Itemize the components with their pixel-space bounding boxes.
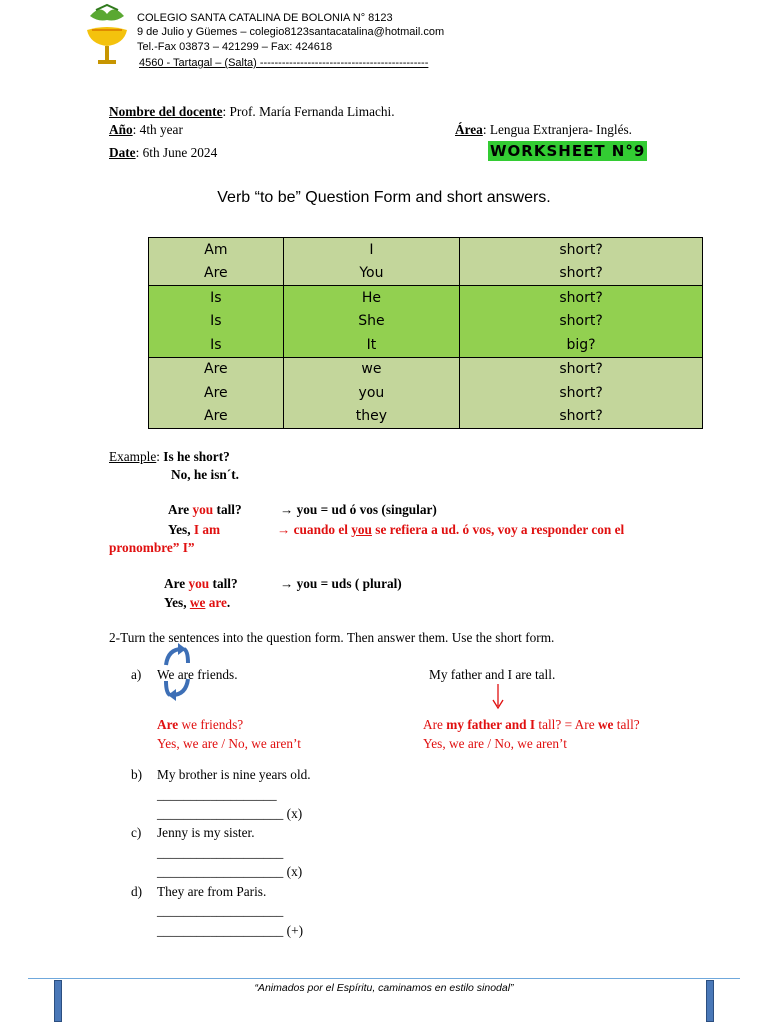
item-a-right-we: we bbox=[597, 717, 614, 732]
item-a-answer-rest: we friends? bbox=[178, 717, 244, 732]
example-a3-pre: Yes, bbox=[164, 595, 190, 610]
item-a-rest: are friends. bbox=[174, 667, 238, 682]
item-d-label: d) bbox=[131, 884, 143, 899]
table-row bbox=[149, 238, 703, 262]
example-a2-red: I am bbox=[193, 522, 221, 537]
table-cell: Am bbox=[149, 238, 284, 262]
footer-divider bbox=[28, 978, 740, 979]
item-d-answer-line-2[interactable]: ___________________ (+) bbox=[157, 923, 303, 938]
table-row bbox=[149, 333, 703, 357]
table-cell: Is bbox=[149, 333, 284, 357]
table-cell: Are bbox=[149, 405, 284, 429]
example-q1: Is he short? bbox=[163, 449, 230, 464]
date-label: Date bbox=[109, 145, 136, 160]
item-d-text: They are from Paris. bbox=[157, 884, 267, 899]
example-q3-you: you bbox=[188, 576, 210, 591]
example-label: Example bbox=[109, 449, 157, 464]
item-c-label: c) bbox=[131, 825, 142, 840]
date-value: : 6th June 2024 bbox=[135, 145, 218, 160]
school-name: COLEGIO SANTA CATALINA DE BOLONIA N° 8123 bbox=[137, 12, 393, 24]
table-row bbox=[149, 310, 703, 334]
item-c-answer-line-1[interactable]: ___________________ bbox=[157, 845, 284, 860]
table-cell: short? bbox=[460, 405, 703, 429]
table-cell: Are bbox=[149, 381, 284, 405]
school-address: 9 de Julio y Güemes – colegio8123santacatalina@hotmail.com bbox=[137, 26, 445, 38]
school-city: 4560 - Tartagal – (Salta) ---------------------------------------------- bbox=[139, 57, 429, 69]
table-row bbox=[149, 286, 703, 310]
example-a2-pre: Yes, bbox=[168, 522, 194, 537]
example-a2-note bbox=[277, 522, 624, 538]
example-a2-note-line2: pronombre” I” bbox=[109, 540, 195, 555]
example-a2-note-pre: → cuando el bbox=[277, 522, 352, 537]
exercise-instruction: 2-Turn the sentences into the question form. Then answer them. Use the short form. bbox=[109, 630, 555, 645]
example-a2 bbox=[168, 522, 220, 538]
item-c-answer-line-2[interactable]: ___________________ (x) bbox=[157, 864, 303, 879]
school-logo-icon bbox=[82, 2, 132, 68]
item-a-right-mid: tall? = Are bbox=[535, 717, 598, 732]
table-row bbox=[149, 381, 703, 405]
table-row bbox=[149, 405, 703, 429]
item-a-right: My father and I are tall. bbox=[429, 667, 556, 682]
teacher-value: : Prof. María Fernanda Limachi. bbox=[222, 104, 395, 119]
year-value: : 4th year bbox=[132, 122, 183, 137]
item-b-label: b) bbox=[131, 767, 143, 782]
year-label: Año bbox=[109, 122, 133, 137]
example-a2-note-post: se refiera a ud. ó vos, voy a responder con el bbox=[371, 522, 625, 537]
item-a-right-answer-q bbox=[423, 717, 640, 733]
item-a-answer-q bbox=[157, 717, 243, 733]
item-a-right-are: Are bbox=[423, 717, 447, 732]
table-cell: you bbox=[283, 381, 459, 405]
example-a3-we: we bbox=[189, 595, 206, 610]
table-cell: Is bbox=[149, 286, 284, 310]
example-line-1: Example: Is he short? bbox=[109, 449, 230, 464]
example-q3 bbox=[164, 576, 238, 592]
item-a-text bbox=[157, 667, 238, 683]
item-d-answer-line-1[interactable]: ___________________ bbox=[157, 903, 284, 918]
example-a3-are: are bbox=[205, 595, 227, 610]
table-cell: It bbox=[283, 333, 459, 357]
table-cell: short? bbox=[460, 262, 703, 286]
date-line bbox=[109, 145, 217, 161]
worksheet-badge: WORKSHEET N°9 bbox=[490, 142, 646, 160]
area-value: : Lengua Extranjera- Inglés. bbox=[482, 122, 632, 137]
table-row bbox=[149, 357, 703, 381]
example-q2-pre: Are bbox=[168, 502, 193, 517]
verb-table bbox=[148, 237, 703, 429]
item-a-right-bold: my father and I bbox=[446, 717, 536, 732]
item-a-we: We bbox=[157, 667, 175, 682]
example-a2-note-you: you bbox=[351, 522, 372, 537]
item-c-text: Jenny is my sister. bbox=[157, 825, 255, 840]
item-a-right-end: tall? bbox=[613, 717, 640, 732]
table-cell: Is bbox=[149, 310, 284, 334]
item-a-answer-are: Are bbox=[157, 717, 179, 732]
table-cell: You bbox=[283, 262, 459, 286]
footer-motto: “Animados por el Espíritu, caminamos en estilo sinodal” bbox=[254, 982, 514, 994]
item-b-text: My brother is nine years old. bbox=[157, 767, 311, 782]
item-a-right-answer-yes: Yes, we are / No, we aren’t bbox=[423, 736, 567, 751]
table-row bbox=[149, 262, 703, 286]
example-a3-dot: . bbox=[226, 595, 231, 610]
school-phone: Tel.-Fax 03873 – 421299 – Fax: 424618 bbox=[137, 41, 333, 53]
example-q2-note: → you = ud ó vos (singular) bbox=[280, 502, 437, 517]
arrow-down-icon bbox=[492, 684, 504, 710]
table-cell: short? bbox=[460, 286, 703, 310]
page-title: Verb “to be” Question Form and short answers. bbox=[217, 189, 551, 206]
table-cell: we bbox=[283, 357, 459, 381]
example-q2-post: tall? bbox=[213, 502, 242, 517]
item-b-answer-line-1[interactable]: __________________ bbox=[157, 787, 277, 802]
example-q3-post: tall? bbox=[209, 576, 238, 591]
area-label: Área bbox=[455, 122, 483, 137]
example-q2 bbox=[168, 502, 242, 518]
example-q3-pre: Are bbox=[164, 576, 189, 591]
example-q3-note: → you = uds ( plural) bbox=[280, 576, 402, 591]
table-cell: short? bbox=[460, 310, 703, 334]
item-a-answer-yes: Yes, we are / No, we aren’t bbox=[157, 736, 301, 751]
item-b-answer-line-2[interactable]: ___________________ (x) bbox=[157, 806, 303, 821]
table-cell: Are bbox=[149, 262, 284, 286]
table-cell: I bbox=[283, 238, 459, 262]
table-cell: short? bbox=[460, 357, 703, 381]
table-cell: She bbox=[283, 310, 459, 334]
area-line bbox=[455, 122, 632, 138]
example-a3 bbox=[164, 595, 230, 611]
teacher-label: Nombre del docente bbox=[109, 104, 223, 119]
table-cell: they bbox=[283, 405, 459, 429]
table-cell: He bbox=[283, 286, 459, 310]
example-q2-you: you bbox=[192, 502, 214, 517]
table-cell: Are bbox=[149, 357, 284, 381]
table-cell: big? bbox=[460, 333, 703, 357]
table-cell: short? bbox=[460, 381, 703, 405]
year-line bbox=[109, 122, 183, 138]
item-a-label: a) bbox=[131, 667, 142, 682]
example-a1: No, he isn´t. bbox=[171, 467, 239, 482]
table-cell: short? bbox=[460, 238, 703, 262]
teacher-line bbox=[109, 104, 395, 120]
